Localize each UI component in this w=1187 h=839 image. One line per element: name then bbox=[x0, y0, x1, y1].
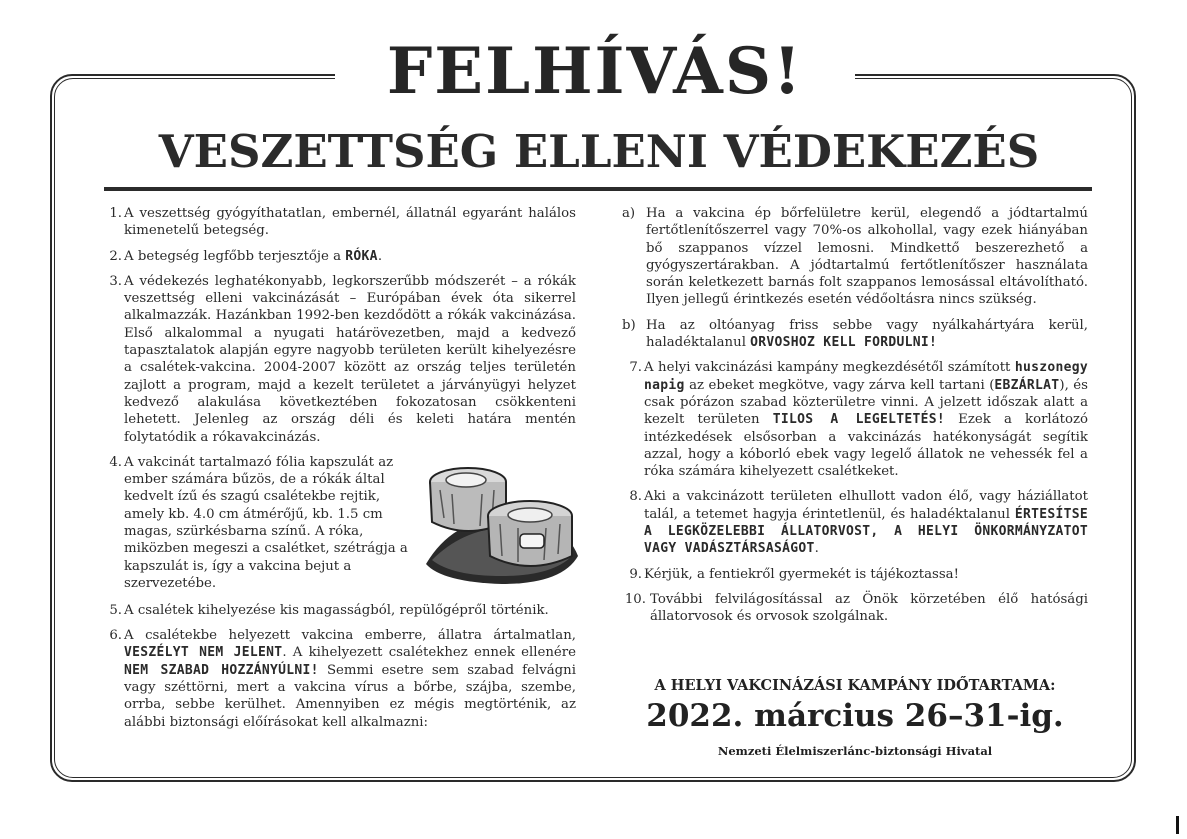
item-text bbox=[650, 592, 1088, 624]
item-text bbox=[644, 489, 1088, 556]
body-text: A betegség legfőbb terjesztője a bbox=[124, 248, 346, 264]
body-text: A helyi vakcinázási kampány megkezdésétől számított bbox=[644, 360, 1015, 376]
item-text bbox=[124, 628, 576, 729]
body-text: A vakcinát tartalmazó fólia kapszulát az ember számára bűzös, de a rókák által kedvelt ízű és szagú csalétekbe rejtik, amely kb. 4.0 cm átmérőjű, kb. 1.5 cm magas, szürkésbarna színű. A róka, miközben megeszi a csalétket, szétrágja a kapszulát is, így a vakcina bejut a szervezetébe. bbox=[124, 454, 408, 591]
list-item bbox=[100, 454, 576, 594]
emphasis-text: EBZÁRLAT bbox=[994, 377, 1060, 393]
campaign-label: A HELYI VAKCINÁZÁSI KAMPÁNY IDŐTARTAMA: bbox=[654, 677, 1056, 694]
list-item bbox=[100, 627, 576, 731]
item-number: 9. bbox=[629, 566, 642, 582]
emphasis-text: ÉRTESÍTSE A LEGKÖZELEBBI ÁLLATORVOST, A HELYI ÖNKORMÁNYZATOT VAGY VADÁSZTÁRSASÁGOT bbox=[644, 506, 1088, 557]
bait-capsule-illustration-icon bbox=[422, 460, 582, 586]
emphasis-text: NEM SZABAD HOZZÁNYÚLNI! bbox=[124, 662, 319, 678]
emphasis-text: ORVOSHOZ KELL FORDULNI! bbox=[750, 335, 938, 351]
sub-list-item bbox=[620, 317, 1088, 352]
item-text bbox=[644, 360, 1088, 479]
item-text bbox=[646, 206, 1088, 307]
item-number: 5. bbox=[109, 602, 122, 618]
body-text: . A kihelyezett csalétekhez ennek ellenére bbox=[282, 645, 576, 661]
emphasis-text: VESZÉLYT NEM JELENT bbox=[124, 645, 283, 661]
body-text: Semmi esetre sem szabad felvágni vagy széttörni, mert a vakcina vírus a bőrbe, szájba, szembe, orrba, sebbe kerülhet. Amennyiben ez mégis megtörténik, az alábbi biztonsági előírásokat kell alkalmazni: bbox=[124, 662, 576, 730]
body-text: Ezek a korlátozó intézkedések elsősorban a vakcinázás hatékonyságát segítik azzal, hogy a kóborló ebek vagy legelő állatok ne vehessék fel a róka számára kihelyezett csalétkeket. bbox=[644, 412, 1088, 480]
emphasis-text: TILOS A LEGELTETÉS! bbox=[772, 412, 945, 428]
item-text bbox=[124, 603, 549, 618]
body-text: . bbox=[814, 541, 819, 557]
authority-name: Nemzeti Élelmiszerlánc-biztonsági Hivatal bbox=[717, 744, 993, 758]
poster-title: FELHÍVÁS! bbox=[386, 34, 804, 109]
item-number: 3. bbox=[109, 273, 122, 289]
right-column bbox=[620, 205, 1088, 634]
item-text bbox=[124, 454, 414, 592]
body-text: A csalétekbe helyezett vakcina emberre, állatra ártalmatlan, bbox=[124, 628, 576, 644]
list-item bbox=[620, 566, 1088, 583]
list-item bbox=[620, 488, 1088, 557]
item-text bbox=[646, 318, 1088, 350]
poster-subtitle: VESZETTSÉG ELLENI VÉDEKEZÉS bbox=[158, 125, 1040, 178]
body-text: . bbox=[377, 248, 383, 264]
emphasis-text: huszonegy napig bbox=[644, 360, 1088, 393]
body-text: Ha a vakcina ép bőrfelületre kerül, elegendő a jódtartalmú fertőtlenítőszerrel vagy 70%-os alkohollal, vagy ezek hiányában bő szappanos vízzel lemosni. Mindkettő beszerezhető a gyógyszertárakban. A jódtartalmú fertőtlenítőszer használata során keletkezett barnás folt szappanos lemosással eltávolítható. Ilyen jellegű érintkezés esetén védőoltásra nincs szükség. bbox=[646, 206, 1088, 308]
sub-list-item bbox=[620, 205, 1088, 309]
body-text: A csalétek kihelyezése kis magasságból, repülőgépről történik. bbox=[124, 602, 549, 618]
item-text bbox=[124, 249, 382, 264]
subtitle-rule bbox=[104, 187, 1092, 191]
item-number: 8. bbox=[629, 489, 642, 505]
item-text bbox=[124, 274, 576, 445]
list-item bbox=[100, 602, 576, 619]
list-item bbox=[100, 273, 576, 446]
item-number: 1. bbox=[109, 206, 122, 221]
item-letter: a) bbox=[622, 206, 636, 221]
body-text: A veszettség gyógyíthatatlan, embernél, állatnál egyaránt halálos kimenetelű betegség. bbox=[124, 206, 576, 239]
item-number: 2. bbox=[109, 248, 122, 264]
item-letter: b) bbox=[622, 317, 636, 333]
item-number: 10. bbox=[624, 591, 646, 607]
emphasis-text: RÓKA bbox=[345, 248, 378, 264]
body-text: az ebeket megkötve, vagy zárva kell tartani ( bbox=[684, 377, 995, 393]
item-number: 6. bbox=[109, 628, 122, 644]
body-text: Kérjük, a fentiekről gyermekét is tájékoztassa! bbox=[644, 566, 959, 582]
list-item bbox=[620, 359, 1088, 480]
body-text: Aki a vakcinázott területen elhullott vadon élő, vagy háziállatot talál, a tetemet hagyja érintetlenül, és haladéktalanul bbox=[644, 489, 1088, 522]
body-text: A védekezés leghatékonyabb, legkorszerűbb módszerét – a rókák veszettség elleni vakcinázását – Európában évek óta sikerrel alkalmazzák. Hazánkban 1992-ben kezdődött a rókák vakcinázása. Első alkalommal a nyugati határövezetben, majd a kedvező tapasztalatok alapján egyre nagyobb területen került kihelyezésre a csalétek-vakcina. 2004-2007 között az ország teljes területén zajlott a program, majd a kezelt területet a járványügyi helyzet kedvező alakulása következtében fokozatosan csökkenteni lehetett. Jelenleg az ország déli és keleti határa mentén folytatódik a rókavakcinázás. bbox=[124, 273, 576, 445]
item-text bbox=[124, 206, 576, 238]
body-text: Ha az oltóanyag friss sebbe vagy nyálkahártyára kerül, haladéktalanul bbox=[646, 317, 1088, 351]
list-item bbox=[100, 205, 576, 240]
campaign-date: 2022. március 26–31-ig. bbox=[646, 698, 1064, 734]
list-item bbox=[620, 591, 1088, 626]
left-column bbox=[100, 205, 576, 739]
item-number: 7. bbox=[629, 360, 642, 376]
body-text: ), és csak pórázon szabad közterületre vinni. A jelzett időszak alatt a kezelt területen bbox=[644, 377, 1089, 428]
body-text: További felvilágosítással az Önök körzetében élő hatósági állatorvosok és orvosok szolgálnak. bbox=[650, 591, 1088, 625]
item-text bbox=[644, 567, 959, 582]
scan-edge-mark bbox=[1176, 816, 1179, 834]
list-item bbox=[100, 248, 576, 265]
item-number: 4. bbox=[109, 454, 122, 470]
